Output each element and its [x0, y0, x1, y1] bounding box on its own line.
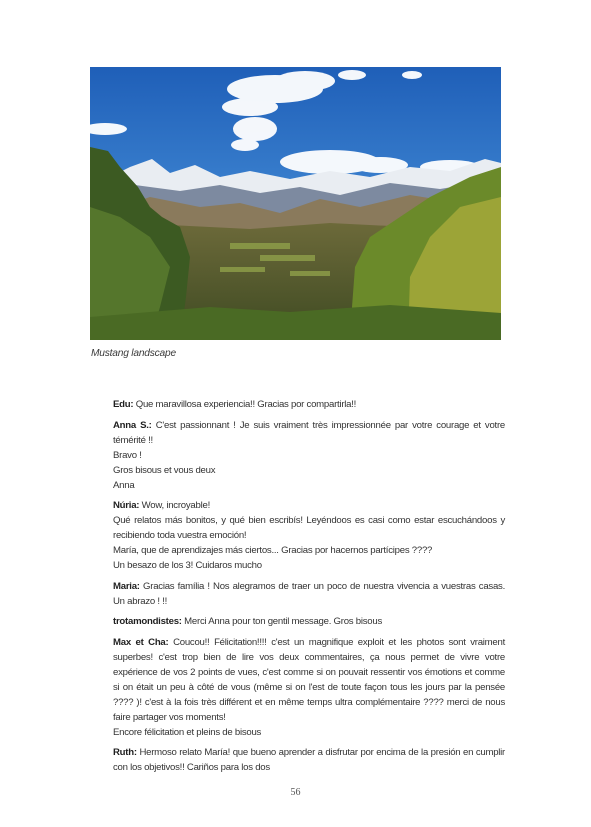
comment-text: Wow, incroyable!	[141, 500, 210, 511]
comment-text: Gracias família ! Nos alegramos de traer un poco de nuestra vivencia a vuestras casas. Un abrazo ! !!	[113, 580, 505, 607]
comment-anna	[113, 418, 505, 493]
comment-text: Bravo !	[113, 449, 142, 461]
page-number: 56	[290, 787, 301, 798]
comment-text: Qué relatos más bonitos, y qué bien escribís! Leyéndoos es casi como estar escuchándoos y recibiendo toda vuestra emoción!	[113, 515, 505, 541]
comment-text: Anna	[113, 479, 135, 491]
comment-author: Anna S.:	[113, 419, 152, 431]
comment-maria	[113, 579, 505, 609]
comment-text: Encore félicitation et pleins de bisous	[113, 726, 262, 738]
comment-list	[113, 397, 505, 781]
mustang-landscape-photo	[90, 67, 501, 340]
comment-text: María, que de aprendizajes más ciertos... Gracias por hacernos partícipes ????	[113, 545, 433, 556]
comment-author: Edu:	[113, 399, 134, 410]
comment-author: Ruth:	[113, 747, 137, 758]
comment-author: trotamondistes:	[113, 616, 182, 627]
comment-text: Merci Anna pour ton gentil message. Gros bisous	[184, 616, 382, 627]
comment-text: Hermoso relato María! que bueno aprender a disfrutar por encima de la presión en cumplir con los objetivos!! Cariños para los dos	[113, 747, 505, 773]
comment-text: Coucou!! Félicitation!!!! c'est un magnifique exploit et les photos sont vraiment superbes! c'est trop bien de lire vos deux commentaires, ça nous permet de vivre votre expérience de vos 2 points de vues, c'est comme si on pouvait ressentir vos émotions et comme si on était un peu à côté de vous (même si on l'est de toute façon tous les jours par la pensée ???? )! c'est à la fois très différent et en même temps ultra complémentaire ???? merci de nous faire partager vos moments!	[113, 636, 506, 723]
comment-author: Max et Cha:	[113, 636, 169, 648]
comment-author: Núria:	[113, 500, 140, 511]
comment-nuria	[113, 498, 505, 573]
comment-text: Gros bisous et vous deux	[113, 464, 216, 476]
comment-trotamondistes	[113, 614, 505, 629]
comment-ruth	[113, 745, 505, 775]
figure-caption: Mustang landscape	[91, 348, 176, 359]
comment-edu	[113, 397, 505, 412]
comment-text: Un besazo de los 3! Cuidaros mucho	[113, 560, 262, 571]
comment-text: Que maravillosa experiencia!! Gracias por compartirla!!	[135, 399, 357, 410]
comment-max-et-cha	[113, 635, 505, 740]
comment-author: Maria:	[113, 580, 140, 592]
comment-text: C'est passionnant ! Je suis vraiment très impressionnée par votre courage et votre témérité !!	[113, 419, 505, 446]
